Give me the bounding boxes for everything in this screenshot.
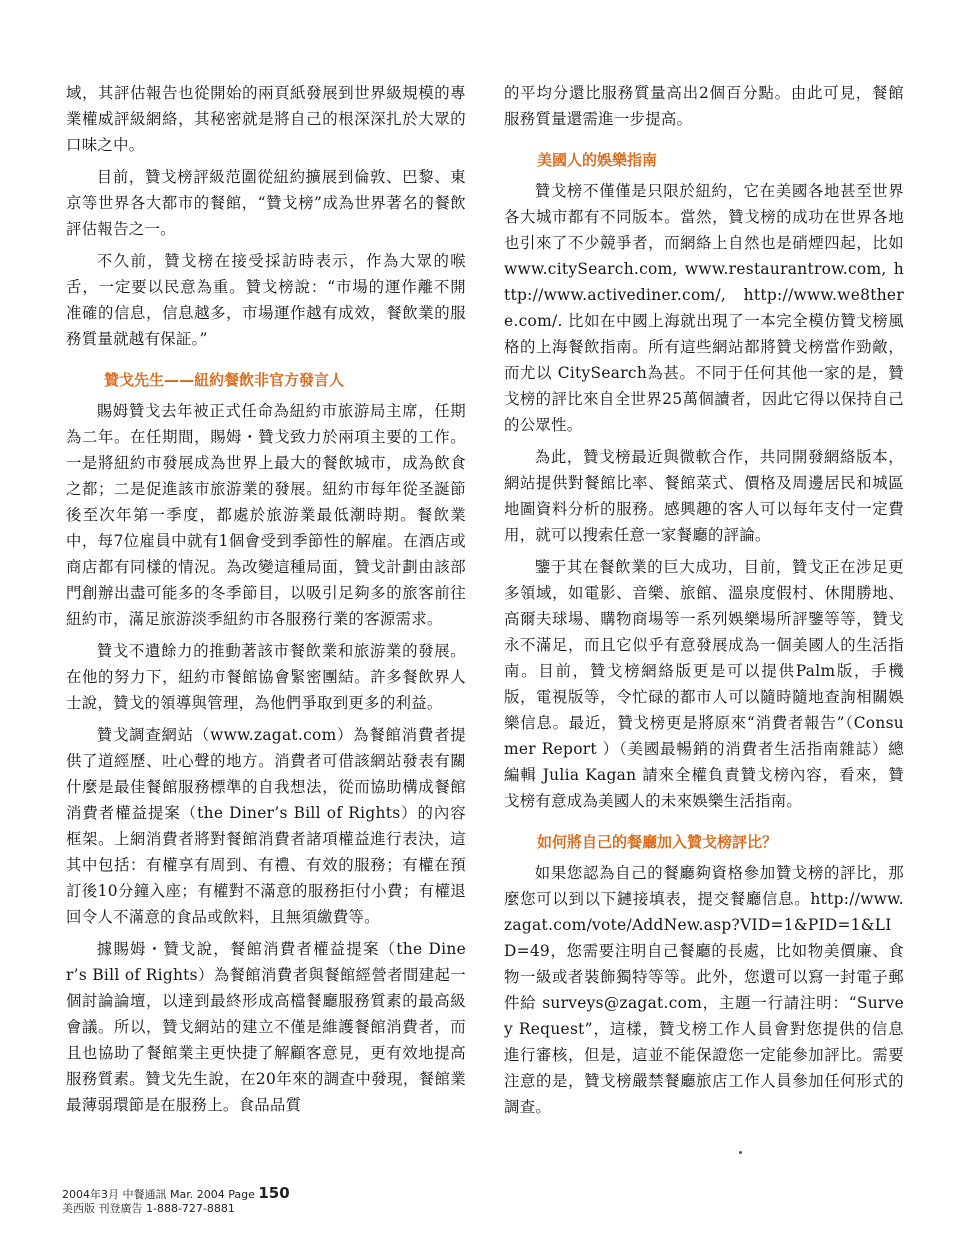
left-column: [66, 80, 466, 1124]
right-paragraph-4: 鑒于其在餐飲業的巨大成功，目前，贊戈正在涉足更多領域，如電影、音樂、旅館、溫泉度假村、休閒勝地、高爾夫球場、購物商場等一系列娛樂場所評鑒等等，贊戈永不滿足，而且它似乎有意發展成為一個美國人的生活指南。目前，贊戈榜網絡版更是可以提供Palm版，手機版，電視版等，令忙碌的都市人可以隨時隨地查詢相關娛樂信息。最近，贊戈榜更是將原來“消費者報告”（Consumer Report ）（美國最暢銷的消費者生活指南雜誌）總編輯 Julia Kagan 請來全權負責贊戈榜內容，看來，贊戈榜有意成為美國人的未來娛樂生活指南。: [504, 558, 904, 810]
left-paragraph-6: 贊戈調查網站（www.zagat.com）為餐館消費者提供了道經歷、吐心聲的地方。消費者可借該網站發表有關什麼是最佳餐館服務標準的自我想法，從而協助構成餐館消費者權益提案（the Diner’s Bill of Rights）的內容框架。上網消費者將對餐館消費者諸項權益進行表決，這其中包括：有權享有周到、有禮、有效的服務；有權在預訂後10分鐘入座；有權對不滿意的服務拒付小費；有權退回令人不滿意的食品或飲料，且無須繳費等。: [66, 726, 466, 926]
left-paragraph-1: 域，其評估報告也從開始的兩頁紙發展到世界級規模的專業權威評級網絡，其秘密就是將自己的根深深扎於大眾的口味之中。: [66, 84, 466, 154]
left-paragraph-7: 據賜姆・贊戈說，餐館消費者權益提案（the Diner’s Bill of Rights）為餐館消費者與餐館經營者間建起一個討論論壇，以達到最終形成高檔餐廳服務質素的最高級會議。所以，贊戈網站的建立不僅是維護餐館消費者，而且也協助了餐館業主更快捷了解顧客意見，更有效地提高服務質素。贊戈先生說，在20年來的調查中發現，餐館業最薄弱環節是在服務上。食品品質: [66, 940, 466, 1114]
footer-line-2: 美西版 刊登廣告 1-888-727-8881: [62, 1202, 235, 1215]
footer-line-1: [62, 1186, 290, 1202]
stray-dot-mark: [739, 1151, 742, 1154]
right-paragraph-3: 為此，贊戈榜最近與微軟合作，共同開發網絡版本，網站提供對餐館比率、餐館菜式、價格及周邊居民和城區地圖資料分析的服務。感興趣的客人可以每年支付一定費用，就可以搜索任意一家餐廳的評論。: [504, 448, 904, 544]
left-paragraph-4: 賜姆贊戈去年被正式任命為紐約市旅游局主席，任期為二年。在任期間，賜姆・贊戈致力於兩項主要的工作。一是將紐約市發展成為世界上最大的餐飲城市，成為飲食之都；二是促進該市旅游業的發展。紐約市每年從圣誕節後至次年第一季度，都處於旅游業最低潮時期。餐飲業中，每7位雇員中就有1個會受到季節性的解雇。在酒店或商店都有同樣的情況。為改變這種局面，贊戈計劃由該部門創辦出盡可能多的冬季節目，以吸引足夠多的旅客前往紐約市，滿足旅游淡季紐約市各服務行業的客源需求。: [66, 402, 466, 628]
footer-date: 2004年3月 中餐通訊 Mar. 2004: [62, 1188, 225, 1201]
right-paragraph-5: 如果您認為自己的餐廳夠資格參加贊戈榜的評比，那麼您可以到以下鏈接填表，提交餐廳信息。http://www.zagat.com/vote/AddNew.asp?VID=1&PID=1&LID=49，您需要注明自己餐廳的長處，比如物美價廉、食物一級或者裝飾獨特等等。此外，您還可以寫一封電子郵件給 surveys@zagat.com，主題一行請注明：“Survey Request”，這樣，贊戈榜工作人員會對您提供的信息進行審核，但是，這並不能保證您一定能參加評比。需要注意的是，贊戈榜嚴禁餐廳旅店工作人員參加任何形式的調查。: [504, 864, 904, 1116]
right-paragraph-1: 的平均分還比服務質量高出2個百分點。由此可見，餐館服務質量還需進一步提高。: [504, 84, 904, 128]
left-paragraph-5: 贊戈不遺餘力的推動著該市餐飲業和旅游業的發展。在他的努力下，紐約市餐館協會緊密團結。許多餐飲界人士說，贊戈的領導與管理，為他們爭取到更多的利益。: [66, 642, 466, 712]
section-heading-zagat-spokesman: 贊戈先生——紐約餐飲非官方發言人: [104, 371, 345, 389]
page-number: 150: [258, 1184, 290, 1202]
section-heading-how-to-join: 如何將自己的餐廳加入贊戈榜評比？: [537, 833, 778, 851]
right-paragraph-2: 贊戈榜不僅僅是只限於紐約，它在美國各地甚至世界各大城市都有不同版本。當然，贊戈榜的成功在世界各地也引來了不少競爭者，而網絡上自然也是硝煙四起，比如 www.citySearch.com, www.restaurantrow.com, http://www.activediner.com/, http://www.we8there.com/. 比如在中國上海就出現了一本完全模仿贊戈榜風格的上海餐飲指南。所有這些網站都將贊戈榜當作勁敵，而尤以 CitySearch為甚。不同于任何其他一家的是，贊戈榜的評比來自全世界25萬個讀者，因此它得以保持自己的公眾性。: [504, 182, 904, 434]
footer-page-label: Page: [228, 1188, 255, 1201]
right-column: [504, 80, 904, 1126]
section-heading-entertainment-guide: 美國人的娛樂指南: [537, 151, 658, 169]
left-paragraph-2: 目前，贊戈榜評級范圍從紐約擴展到倫敦、巴黎、東京等世界各大都市的餐館，“贊戈榜”成為世界著名的餐飲評估報告之一。: [66, 168, 466, 238]
page-footer: [62, 1186, 290, 1216]
left-paragraph-3: 不久前，贊戈榜在接受採訪時表示，作為大眾的喉舌，一定要以民意為重。贊戈榜說：“市場的運作離不開准確的信息，信息越多，市場運作越有成效，餐飲業的服務質量就越有保証。”: [66, 252, 466, 348]
